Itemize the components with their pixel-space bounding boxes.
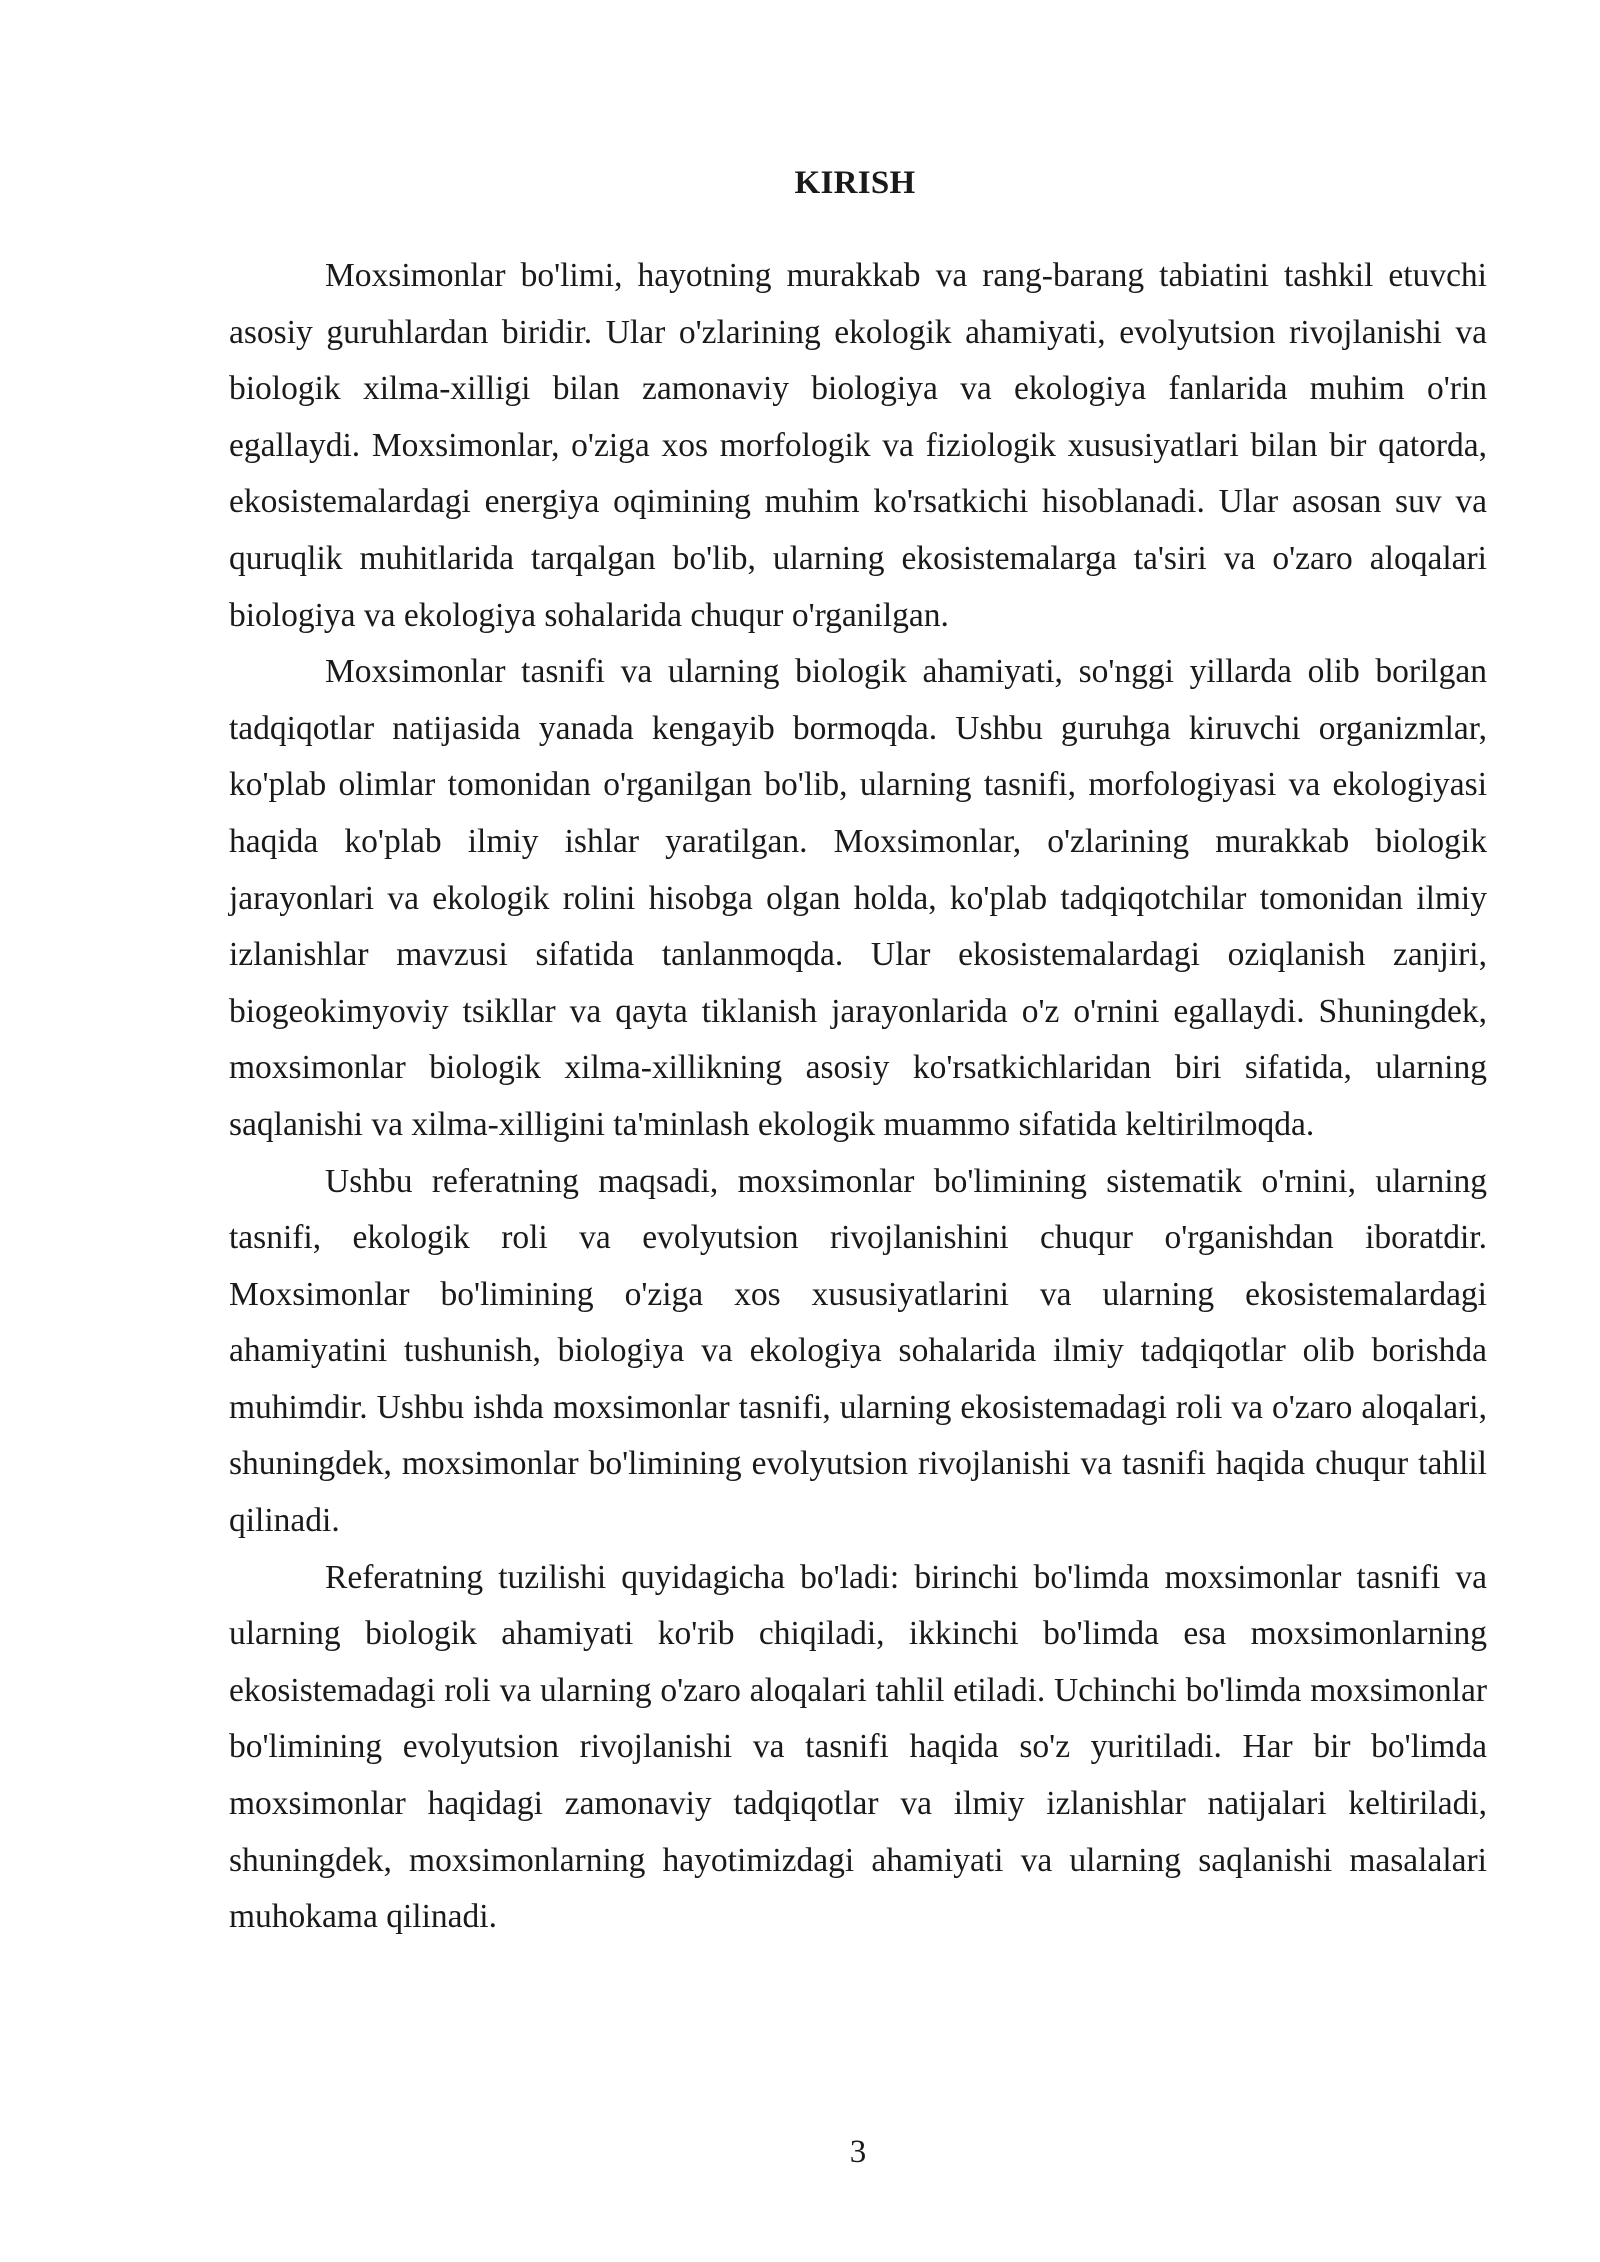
- paragraph-2: Moxsimonlar tasnifi va ularning biologik ahamiyati, so'nggi yillarda olib borilgan tadqiqotlar natijasida yanada kengayib bormoqda. Ushbu guruhga kiruvchi organizmlar, ko'plab olimlar tomonidan o'rganilgan bo'lib, ularning tasnifi, morfologiyasi va ekologiyasi haqida ko'plab ilmiy ishlar yaratilgan. Moxsimonlar, o'zlarining murakkab biologik jarayonlari va ekologik rolini hisobga olgan holda, ko'plab tadqiqotchilar tomonidan ilmiy izlanishlar mavzusi sifatida tanlanmoqda. Ular ekosistemalardagi oziqlanish zanjiri, biogeokimyoviy tsikllar va qayta tiklanish jarayonlarida o'z o'rnini egallaydi. Shuningdek, moxsimonlar biologik xilma-xillikning asosiy ko'rsatkichlaridan biri sifatida, ularning saqlanishi va xilma-xilligini ta'minlash ekologik muammo sifatida keltirilmoqda.: [229, 653, 1487, 1143]
- paragraph-3: Ushbu referatning maqsadi, moxsimonlar bo'limining sistematik o'rnini, ularning tasnifi, ekologik roli va evolyutsion rivojlanishini chuqur o'rganishdan iboratdir. Moxsimonlar bo'limining o'ziga xos xususiyatlarini va ularning ekosistemalardagi ahamiyatini tushunish, biologiya va ekologiya sohalarida ilmiy tadqiqotlar olib borishda muhimdir. Ushbu ishda moxsimonlar tasnifi, ularning ekosistemadagi roli va o'zaro aloqalari, shuningdek, moxsimonlar bo'limining evolyutsion rivojlanishi va tasnifi haqida chuqur tahlil qilinadi.: [229, 1162, 1487, 1540]
- page-number: 3: [849, 2134, 867, 2170]
- section-heading: KIRISH: [794, 165, 916, 201]
- document-body: [229, 248, 1487, 1946]
- paragraph-1: Moxsimonlar bo'limi, hayotning murakkab va rang-barang tabiatini tashkil etuvchi asosiy guruhlardan biridir. Ular o'zlarining ekologik ahamiyati, evolyutsion rivojlanishi va biologik xilma-xilligi bilan zamonaviy biologiya va ekologiya fanlarida muhim o'rin egallaydi. Moxsimonlar, o'ziga xos morfologik va fiziologik xususiyatlari bilan bir qatorda, ekosistemalardagi energiya oqimining muhim ko'rsatkichi hisoblanadi. Ular asosan suv va quruqlik muhitlarida tarqalgan bo'lib, ularning ekosistemalarga ta'siri va o'zaro aloqalari biologiya va ekologiya sohalarida chuqur o'rganilgan.: [229, 257, 1487, 634]
- paragraph-4: Referatning tuzilishi quyidagicha bo'ladi: birinchi bo'limda moxsimonlar tasnifi va ularning biologik ahamiyati ko'rib chiqiladi, ikkinchi bo'limda esa moxsimonlarning ekosistemadagi roli va ularning o'zaro aloqalari tahlil etiladi. Uchinchi bo'limda moxsimonlar bo'limining evolyutsion rivojlanishi va tasnifi haqida so'z yuritiladi. Har bir bo'limda moxsimonlar haqidagi zamonaviy tadqiqotlar va ilmiy izlanishlar natijalari keltiriladi, shuningdek, moxsimonlarning hayotimizdagi ahamiyati va ularning saqlanishi masalalari muhokama qilinadi.: [229, 1558, 1487, 1936]
